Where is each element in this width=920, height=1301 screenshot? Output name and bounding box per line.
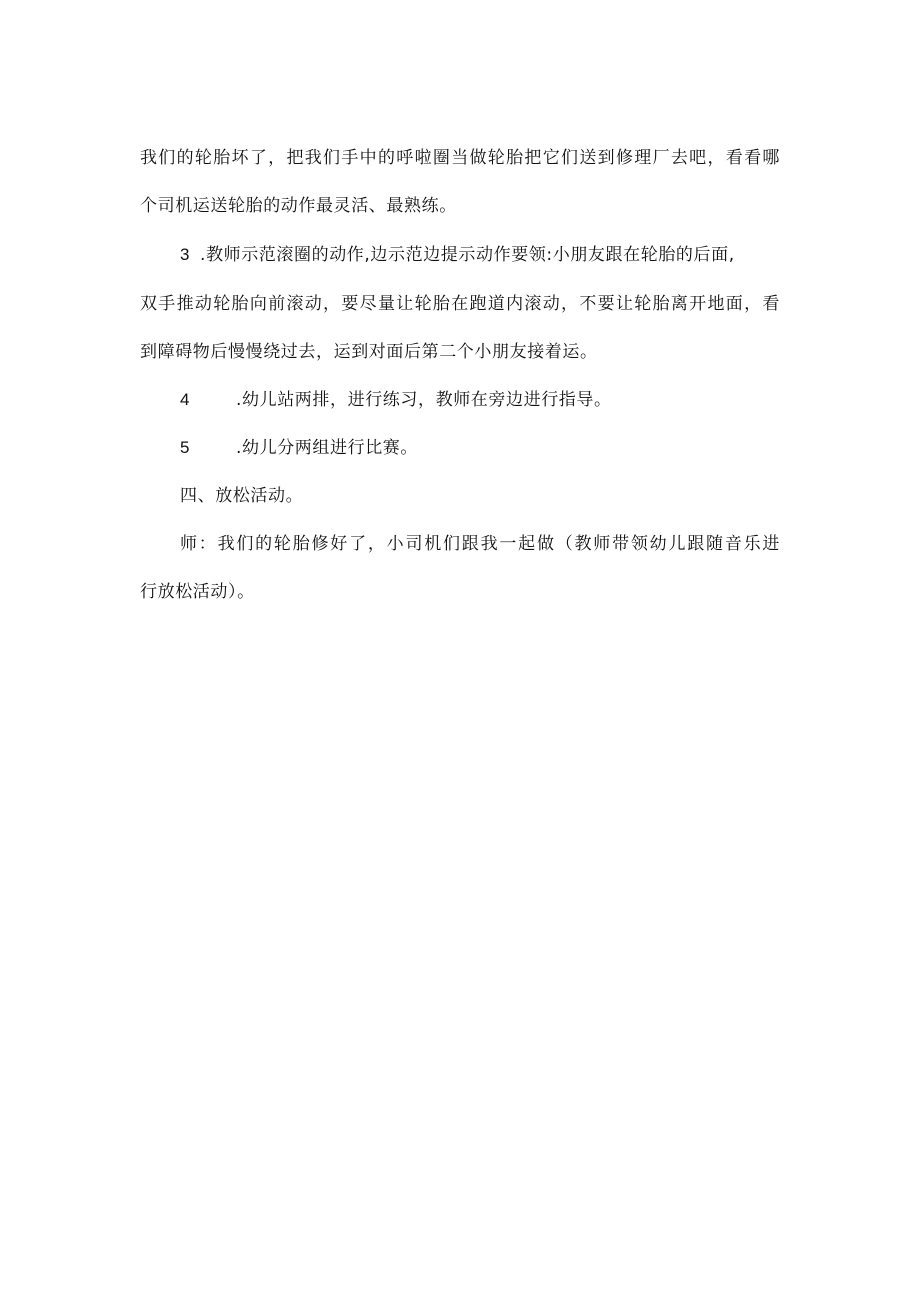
list-item-text: .幼儿站两排，进行练习，教师在旁边进行指导。 bbox=[236, 390, 612, 410]
list-item-text: .幼儿分两组进行比赛。 bbox=[236, 438, 419, 458]
paragraph-line: 双手推动轮胎向前滚动，要尽量让轮胎在跑道内滚动，不要让轮胎离开地面，看 bbox=[140, 294, 780, 314]
list-number: 3 bbox=[180, 245, 191, 264]
paragraph-line: 个司机运送轮胎的动作最灵活、最熟练。 bbox=[140, 196, 457, 216]
section-heading: 四、放松活动。 bbox=[180, 486, 304, 506]
list-number: 4 bbox=[180, 390, 191, 409]
list-item-text: .教师示范滚圈的动作,边示范边提示动作要领:小朋友跟在轮胎的后面, bbox=[200, 245, 735, 265]
paragraph-line: 师：我们的轮胎修好了，小司机们跟我一起做（教师带领幼儿跟随音乐进 bbox=[180, 534, 780, 554]
list-item-3 bbox=[180, 243, 780, 267]
list-number: 5 bbox=[180, 438, 191, 457]
list-item-5 bbox=[180, 436, 780, 460]
paragraph-line: 行放松活动）。 bbox=[140, 582, 255, 602]
paragraph-line: 到障碍物后慢慢绕过去，运到对面后第二个小朋友接着运。 bbox=[140, 342, 598, 362]
list-item-4 bbox=[180, 388, 780, 412]
paragraph-line: 我们的轮胎坏了，把我们手中的呼啦圈当做轮胎把它们送到修理厂去吧，看看哪 bbox=[140, 148, 780, 168]
